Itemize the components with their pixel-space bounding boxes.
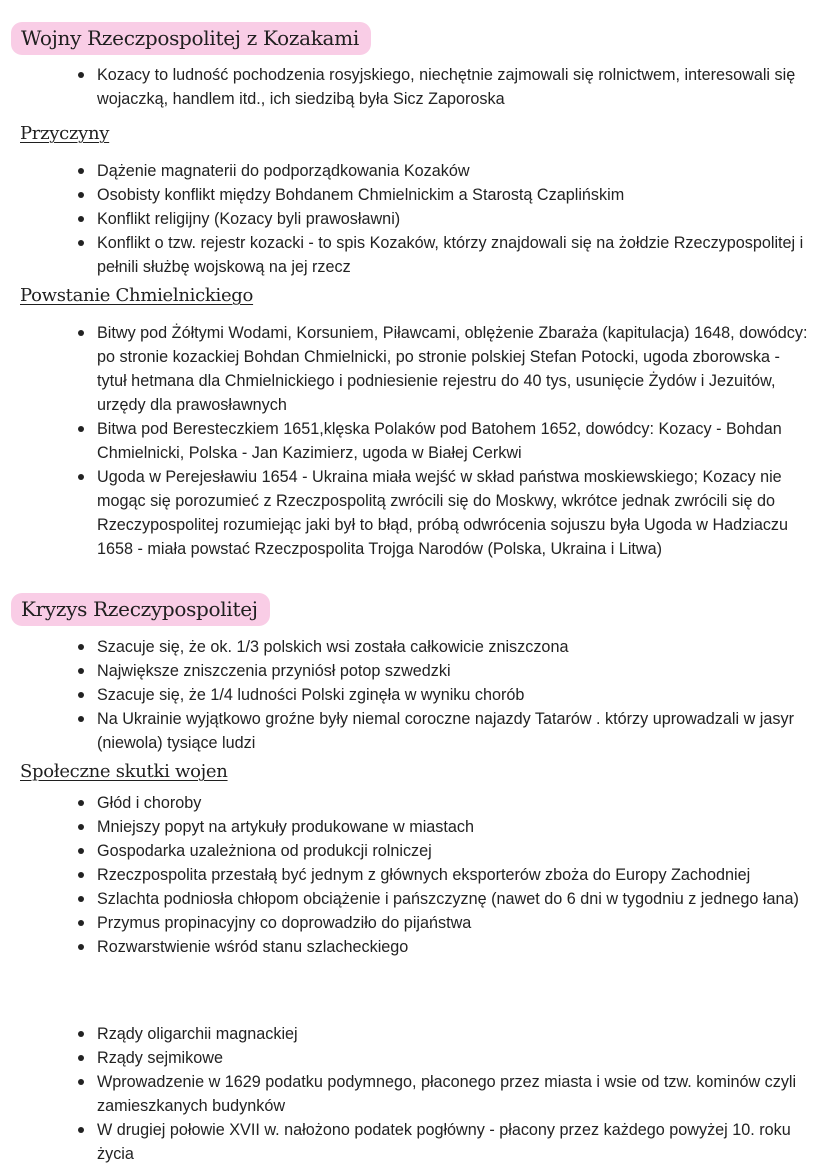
- list-item: Na Ukrainie wyjątkowo groźne były niemal coroczne najazdy Tatarów . którzy uprowadzali w jasyr (niewola) tysiące ludzi: [97, 707, 812, 755]
- section-heading-kryzys: Kryzys Rzeczypospolitej: [11, 593, 270, 626]
- list-item: Bitwy pod Żółtymi Wodami, Korsuniem, Piławcami, oblężenie Zbaraża (kapitulacja) 1648, dowódcy: po stronie kozackiej Bohdan Chmielnicki, po stronie polskiej Stefan Potocki, ugoda zborowska - tytuł hetmana dla Chmielnickiego i podniesienie rejestru do 40 tys, usunięcie Żydów i Jezuitów, urzędy dla prawosławnych: [97, 321, 812, 417]
- list-item: Dążenie magnaterii do podporządkowania Kozaków: [97, 159, 812, 183]
- list-item: Rozwarstwienie wśród stanu szlacheckiego: [97, 935, 812, 959]
- list-item: Rządy sejmikowe: [97, 1046, 812, 1070]
- list-item: Szacuje się, że 1/4 ludności Polski zginęła w wyniku chorób: [97, 683, 812, 707]
- section-heading-powstanie: Powstanie Chmielnickiego: [20, 285, 254, 306]
- list-item: Rządy oligarchii magnackiej: [97, 1022, 812, 1046]
- wojny-list: [68, 63, 812, 111]
- list-item: Konflikt o tzw. rejestr kozacki - to spis Kozaków, którzy znajdowali się na żołdzie Rzeczypospolitej i pełnili służbę wojskową na jej rzecz: [97, 231, 812, 279]
- list-item: Szlachta podniosła chłopom obciążenie i pańszczyznę (nawet do 6 dni w tygodniu z jednego łana): [97, 887, 812, 911]
- skutki-list: [68, 791, 812, 959]
- przyczyny-list: [68, 159, 812, 279]
- list-item: Ugoda w Perejesławiu 1654 - Ukraina miała wejść w skład państwa moskiewskiego; Kozacy nie mogąc się porozumieć z Rzeczpospolitą zwrócili się do Moskwy, wkrótce jednak zwrócili się do Rzeczypospolitej rozumiejąc jaki był to błąd, próbą odwrócenia sojuszu była Ugoda w Hadziaczu 1658 - miała powstać Rzeczpospolita Trojga Narodów (Polska, Ukraina i Litwa): [97, 465, 812, 561]
- list-item: W drugiej połowie XVII w. nałożono podatek pogłówny - płacony przez każdego powyżej 10. roku życia: [97, 1118, 812, 1166]
- kryzys-list: [68, 635, 812, 755]
- list-item: Bitwa pod Beresteczkiem 1651,klęska Polaków pod Batohem 1652, dowódcy: Kozacy - Bohdan Chmielnicki, Polska - Jan Kazimierz, ugoda w Białej Cerkwi: [97, 417, 812, 465]
- list-item: Kozacy to ludność pochodzenia rosyjskiego, niechętnie zajmowali się rolnictwem, interesowali się wojaczką, handlem itd., ich siedzibą była Sicz Zaporoska: [97, 63, 812, 111]
- list-item: Rzeczpospolita przestałą być jednym z głównych eksporterów zboża do Europy Zachodniej: [97, 863, 812, 887]
- list-item: Wprowadzenie w 1629 podatku podymnego, płaconego przez miasta i wsie od tzw. kominów czyli zamieszkanych budynków: [97, 1070, 812, 1118]
- list-item: Szacuje się, że ok. 1/3 polskich wsi została całkowicie zniszczona: [97, 635, 812, 659]
- list-item: Osobisty konflikt między Bohdanem Chmielnickim a Starostą Czaplińskim: [97, 183, 812, 207]
- list-item: Mniejszy popyt na artykuły produkowane w miastach: [97, 815, 812, 839]
- list-item: Największe zniszczenia przyniósł potop szwedzki: [97, 659, 812, 683]
- list-item: Głód i choroby: [97, 791, 812, 815]
- list-item: Konflikt religijny (Kozacy byli prawosławni): [97, 207, 812, 231]
- section-heading-wojny: Wojny Rzeczpospolitej z Kozakami: [11, 22, 371, 55]
- polityczne-list: [68, 1022, 812, 1166]
- list-item: Gospodarka uzależniona od produkcji rolniczej: [97, 839, 812, 863]
- list-item: Przymus propinacyjny co doprowadziło do pijaństwa: [97, 911, 812, 935]
- powstanie-list: [68, 321, 812, 561]
- section-heading-skutki: Społeczne skutki wojen: [20, 761, 228, 782]
- section-heading-przyczyny: Przyczyny: [20, 123, 110, 144]
